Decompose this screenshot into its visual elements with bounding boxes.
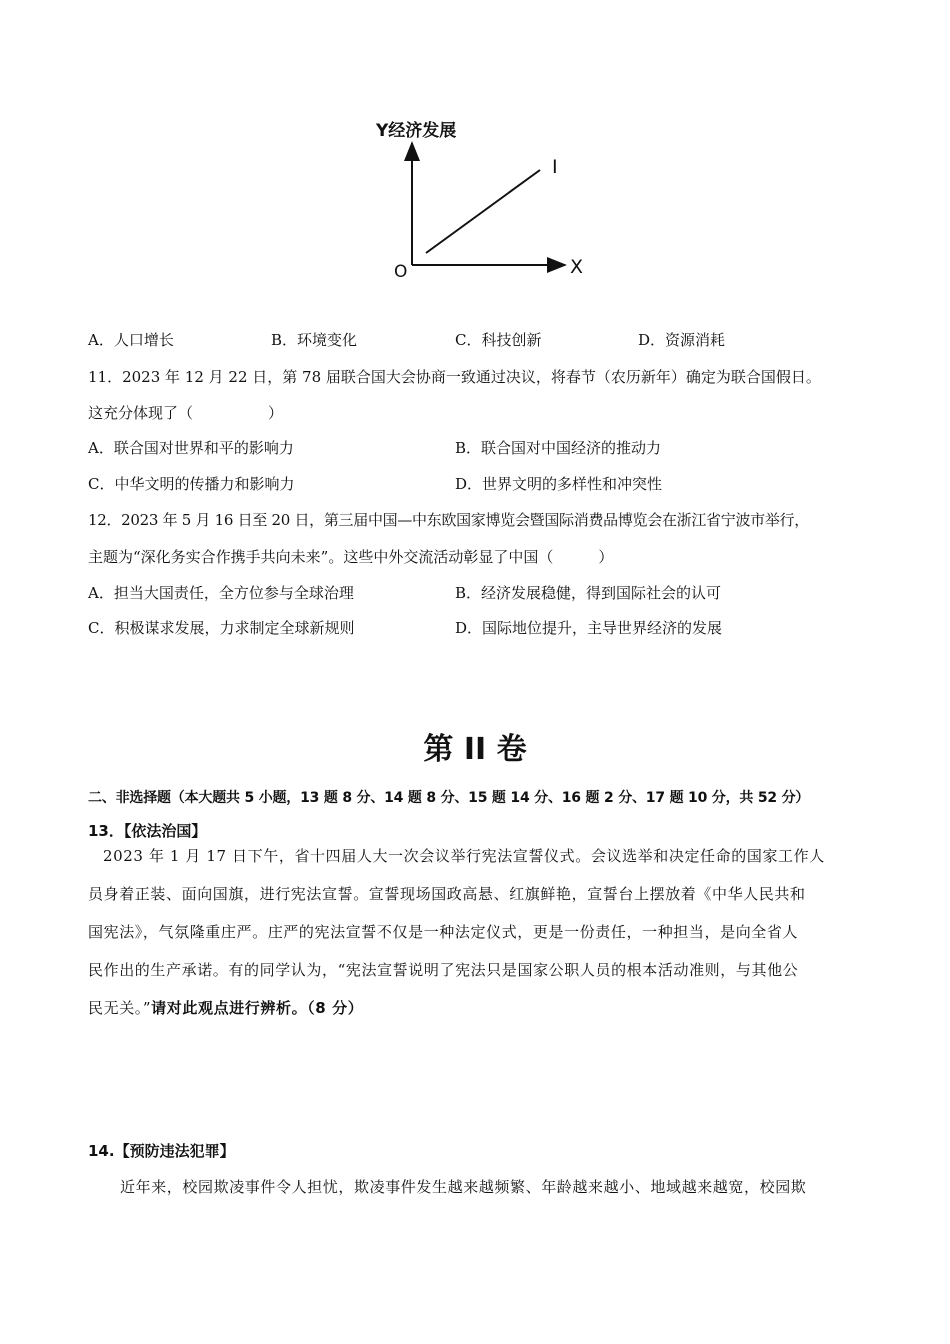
q13-line4: 民作出的生产承诺。有的同学认为，“宪法宣誓说明了宪法只是国家公职人员的根本活动准则，与其他公 [88, 961, 799, 979]
q10-option-b: B．环境变化 [271, 331, 358, 349]
q10-option-c: C．科技创新 [455, 331, 542, 349]
q11-option-d: D．世界文明的多样性和冲突性 [455, 475, 663, 493]
q11-option-a: A．联合国对世界和平的影响力 [88, 439, 294, 457]
trend-line [426, 170, 540, 253]
q11-option-b: B．联合国对中国经济的推动力 [455, 439, 662, 457]
development-graph [370, 115, 600, 290]
section-heading: 二、非选择题（本大题共 5 小题，13 题 8 分、14 题 8 分、15 题 14 分、16 题 2 分、17 题 10 分，共 52 分） [88, 790, 810, 806]
q13-line5 [88, 998, 363, 1018]
q12-stem-line1: 12．2023 年 5 月 16 日至 20 日，第三届中国—中东欧国家博览会暨国际消费品博览会在浙江省宁波市举行， [88, 511, 809, 529]
q13-question: 请对此观点进行辨析。（8 分） [151, 999, 364, 1017]
q13-line3: 国宪法》，气氛隆重庄严。庄严的宪法宣誓不仅是一种法定仪式，更是一份责任，一种担当，是向全省人 [88, 923, 799, 941]
q12-option-a: A．担当大国责任，全方位参与全球治理 [88, 584, 354, 602]
q12-option-c: C．积极谋求发展，力求制定全球新规则 [88, 619, 355, 637]
x-axis-label: X [570, 256, 584, 278]
q12-option-b: B．经济发展稳健，得到国际社会的认可 [455, 584, 722, 602]
q10-option-d: D．资源消耗 [638, 331, 726, 349]
q13-line1: 2023 年 1 月 17 日下午，省十四届人大一次会议举行宪法宣誓仪式。会议选举和决定任命的国家工作人 [103, 847, 825, 865]
q12-option-d: D．国际地位提升，主导世界经济的发展 [455, 619, 723, 637]
q11-stem-line1: 11．2023 年 12 月 22 日，第 78 届联合国大会协商一致通过决议，将春节（农历新年）确定为联合国假日。 [88, 368, 821, 386]
q13-line2: 员身着正装、面向国旗，进行宪法宣誓。宣誓现场国政高悬、红旗鲜艳，宣誓台上摆放着《中华人民共和 [88, 885, 806, 903]
q10-option-a: A．人口增长 [88, 331, 174, 349]
origin-label: O [394, 262, 408, 282]
q12-stem-line2: 主题为“深化务实合作携手共向未来”。这些中外交流活动彰显了中国（ ） [88, 548, 614, 566]
q14-heading: 14.【预防违法犯罪】 [88, 1142, 235, 1160]
q11-option-c: C．中华文明的传播力和影响力 [88, 475, 295, 493]
q13-heading: 13．【依法治国】 [88, 822, 207, 840]
y-axis-label: Y经济发展 [376, 121, 457, 141]
q13-line5-text: 民无关。” [88, 999, 152, 1017]
q11-stem-line2: 这充分体现了（ ） [88, 404, 284, 422]
q14-line1: 近年来，校园欺凌事件令人担忧，欺凌事件发生越来越频繁、年龄越来越小、地域越来越宽，校园欺 [120, 1178, 807, 1196]
section-title: 第 II 卷 [423, 732, 527, 767]
line-label: I [552, 156, 558, 178]
